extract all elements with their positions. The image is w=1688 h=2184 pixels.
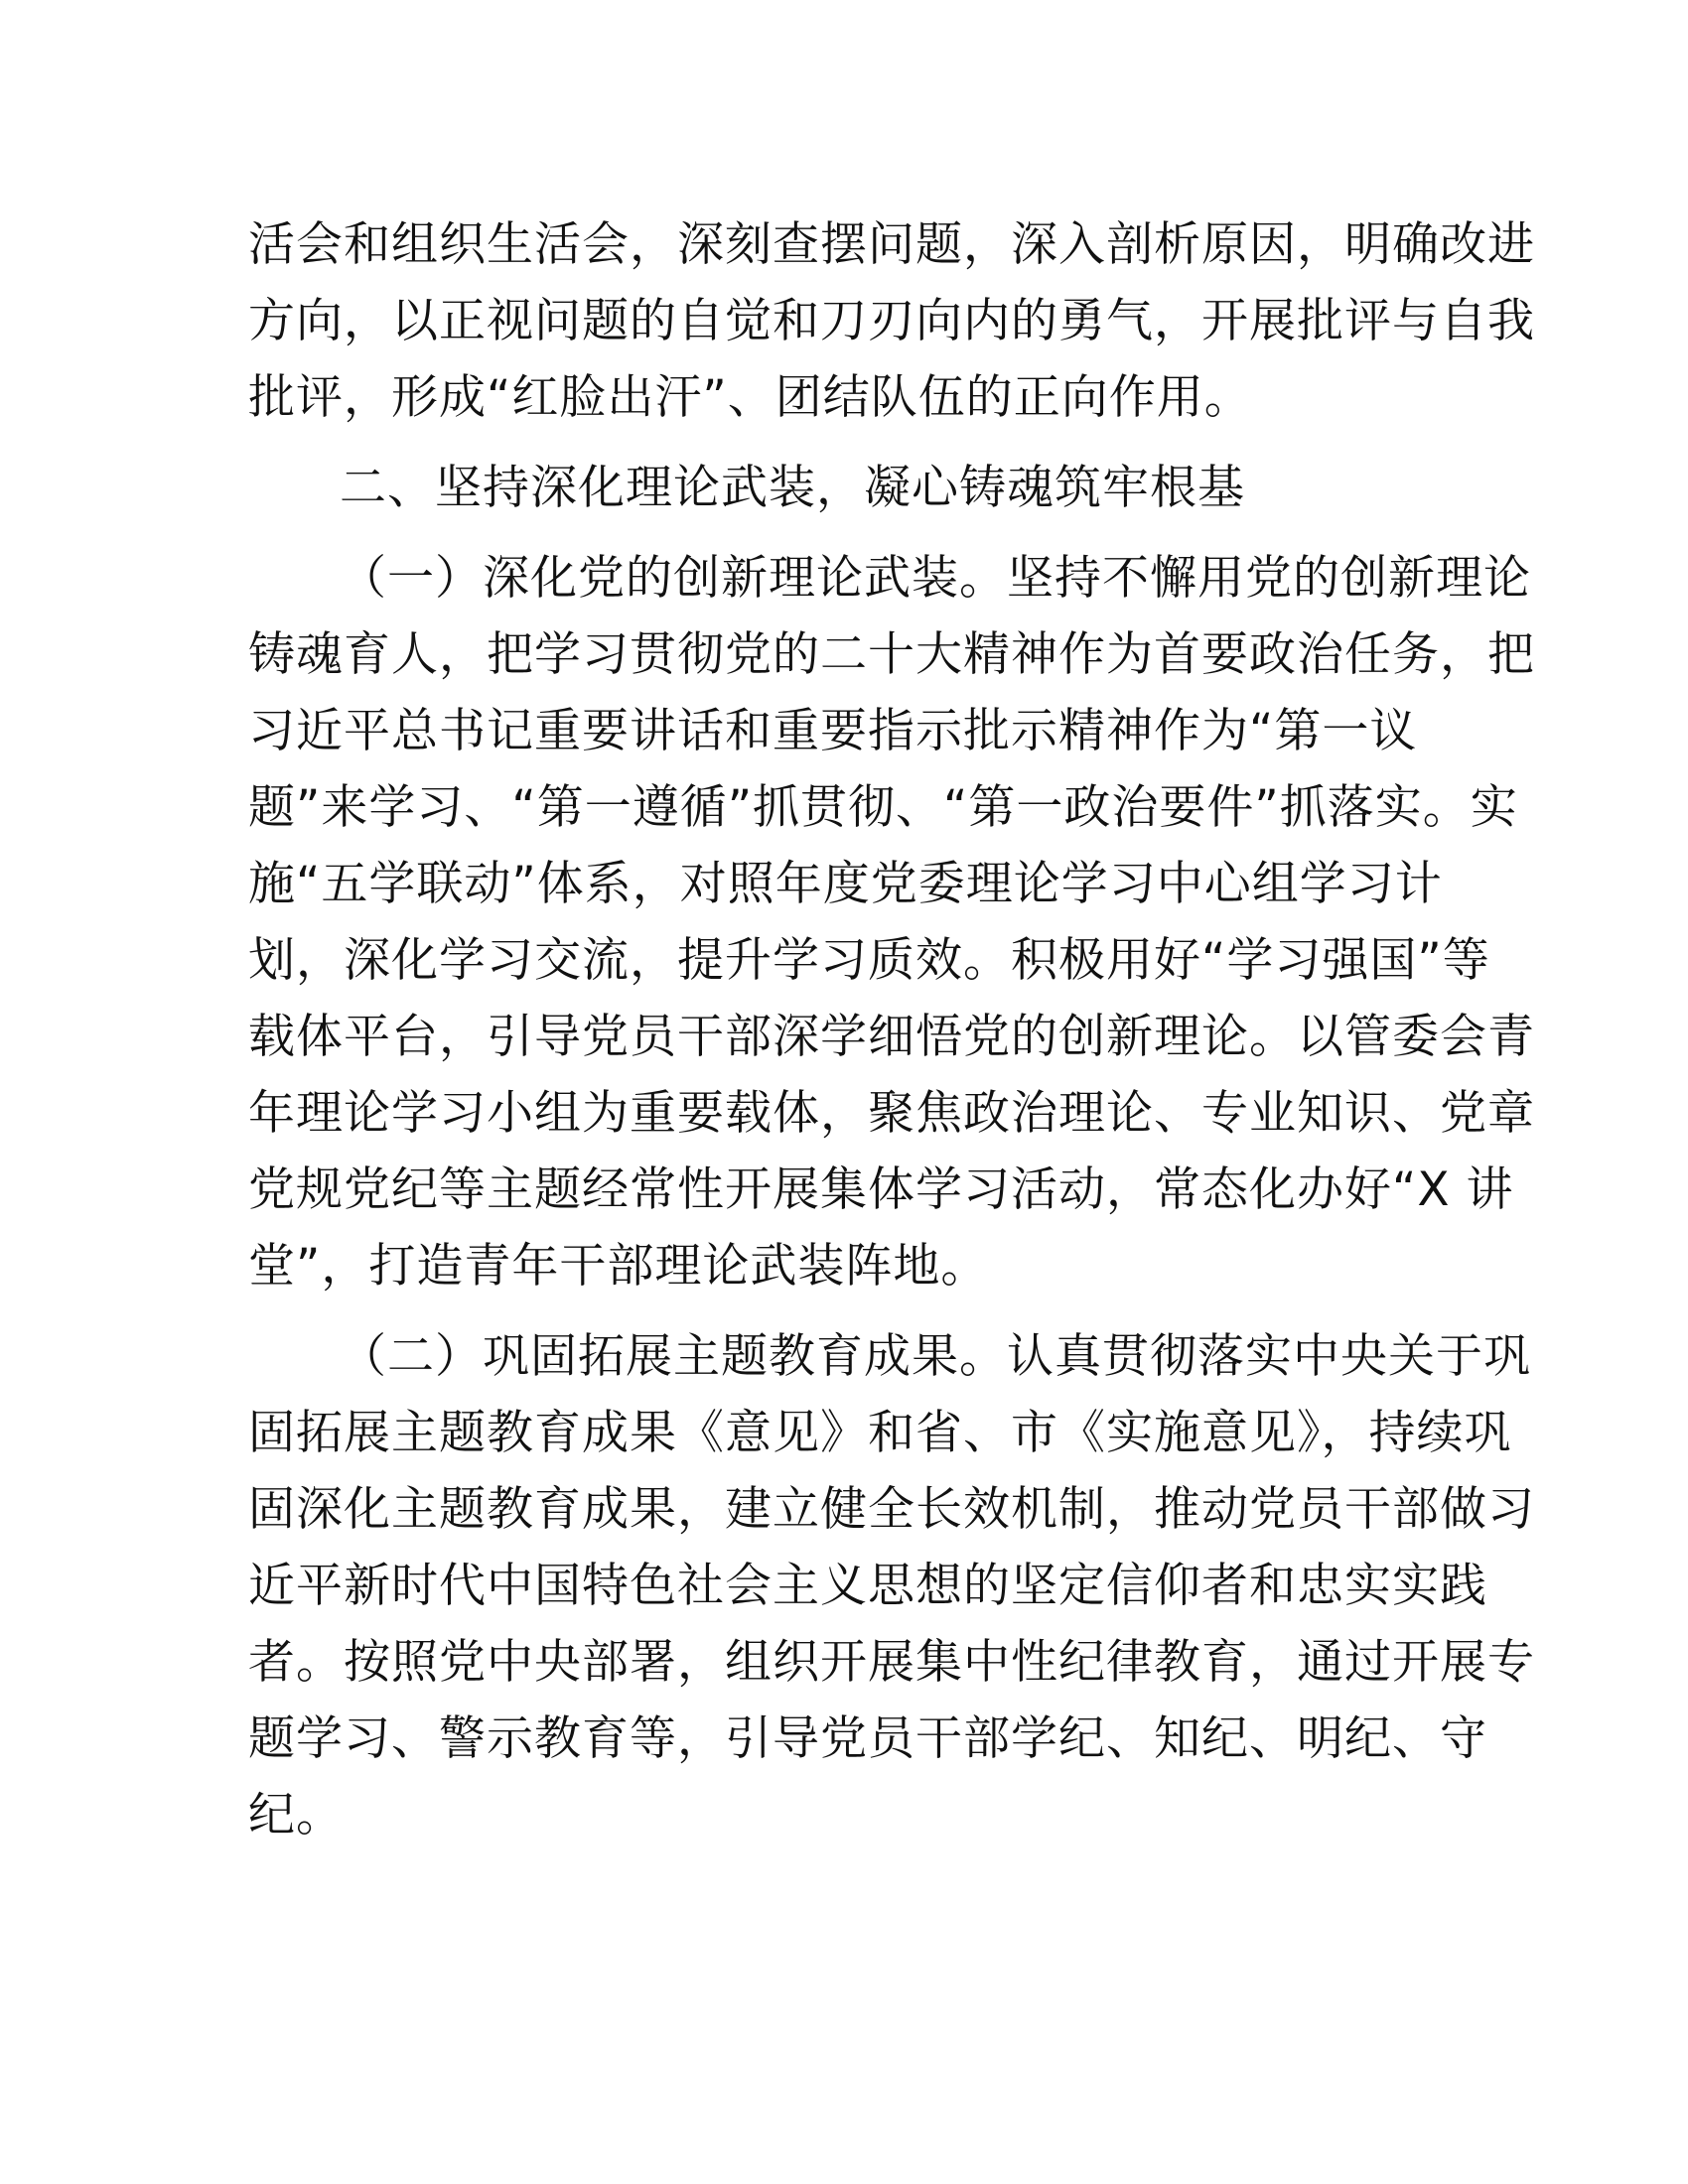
text-line: 者。按照党中央部署，组织开展集中性纪律教育，通过开展专	[248, 1635, 1535, 1690]
section-heading: 二、坚持深化理论武装，凝心铸魂筑牢根基	[340, 461, 1245, 515]
text-line: 近平新时代中国特色社会主义思想的坚定信仰者和忠实实践	[248, 1559, 1487, 1613]
text-line: 划，深化学习交流，提升学习质效。积极用好“学习强国”等	[248, 933, 1490, 988]
text-line: 方向，以正视问题的自觉和刀刃向内的勇气，开展批评与自我	[248, 294, 1535, 348]
text-line: 载体平台，引导党员干部深学细悟党的创新理论。以管委会青	[248, 1010, 1535, 1064]
text-line: （二）巩固拓展主题教育成果。认真贯彻落实中央关于巩	[340, 1329, 1531, 1384]
document-body	[248, 206, 1535, 1853]
text-line: 年理论学习小组为重要载体，聚焦政治理论、专业知识、党章	[248, 1086, 1535, 1141]
text-line: 堂”，打造青年干部理论武装阵地。	[248, 1239, 989, 1294]
text-line: 党规党纪等主题经常性开展集体学习活动，常态化办好“X 讲	[248, 1162, 1514, 1217]
text-line: 纪。	[248, 1788, 344, 1843]
text-line: 批评，形成“红脸出汗”、团结队伍的正向作用。	[248, 370, 1252, 425]
text-line: 施“五学联动”体系，对照年度党委理论学习中心组学习计	[248, 857, 1443, 911]
text-line: （一）深化党的创新理论武装。坚持不懈用党的创新理论	[340, 551, 1531, 606]
text-line: 题”来学习、“第一遵循”抓贯彻、“第一政治要件”抓落实。实	[248, 780, 1518, 835]
text-line: 固拓展主题教育成果《意见》和省、市《实施意见》，持续巩	[248, 1406, 1512, 1460]
text-line: 固深化主题教育成果，建立健全长效机制，推动党员干部做习	[248, 1482, 1535, 1537]
text-line: 活会和组织生活会，深刻查摆问题，深入剖析原因，明确改进	[248, 217, 1535, 272]
text-line: 习近平总书记重要讲话和重要指示批示精神作为“第一议	[248, 704, 1418, 758]
text-line: 题学习、警示教育等，引导党员干部学纪、知纪、明纪、守	[248, 1711, 1487, 1766]
text-line: 铸魂育人，把学习贯彻党的二十大精神作为首要政治任务，把	[248, 627, 1535, 682]
